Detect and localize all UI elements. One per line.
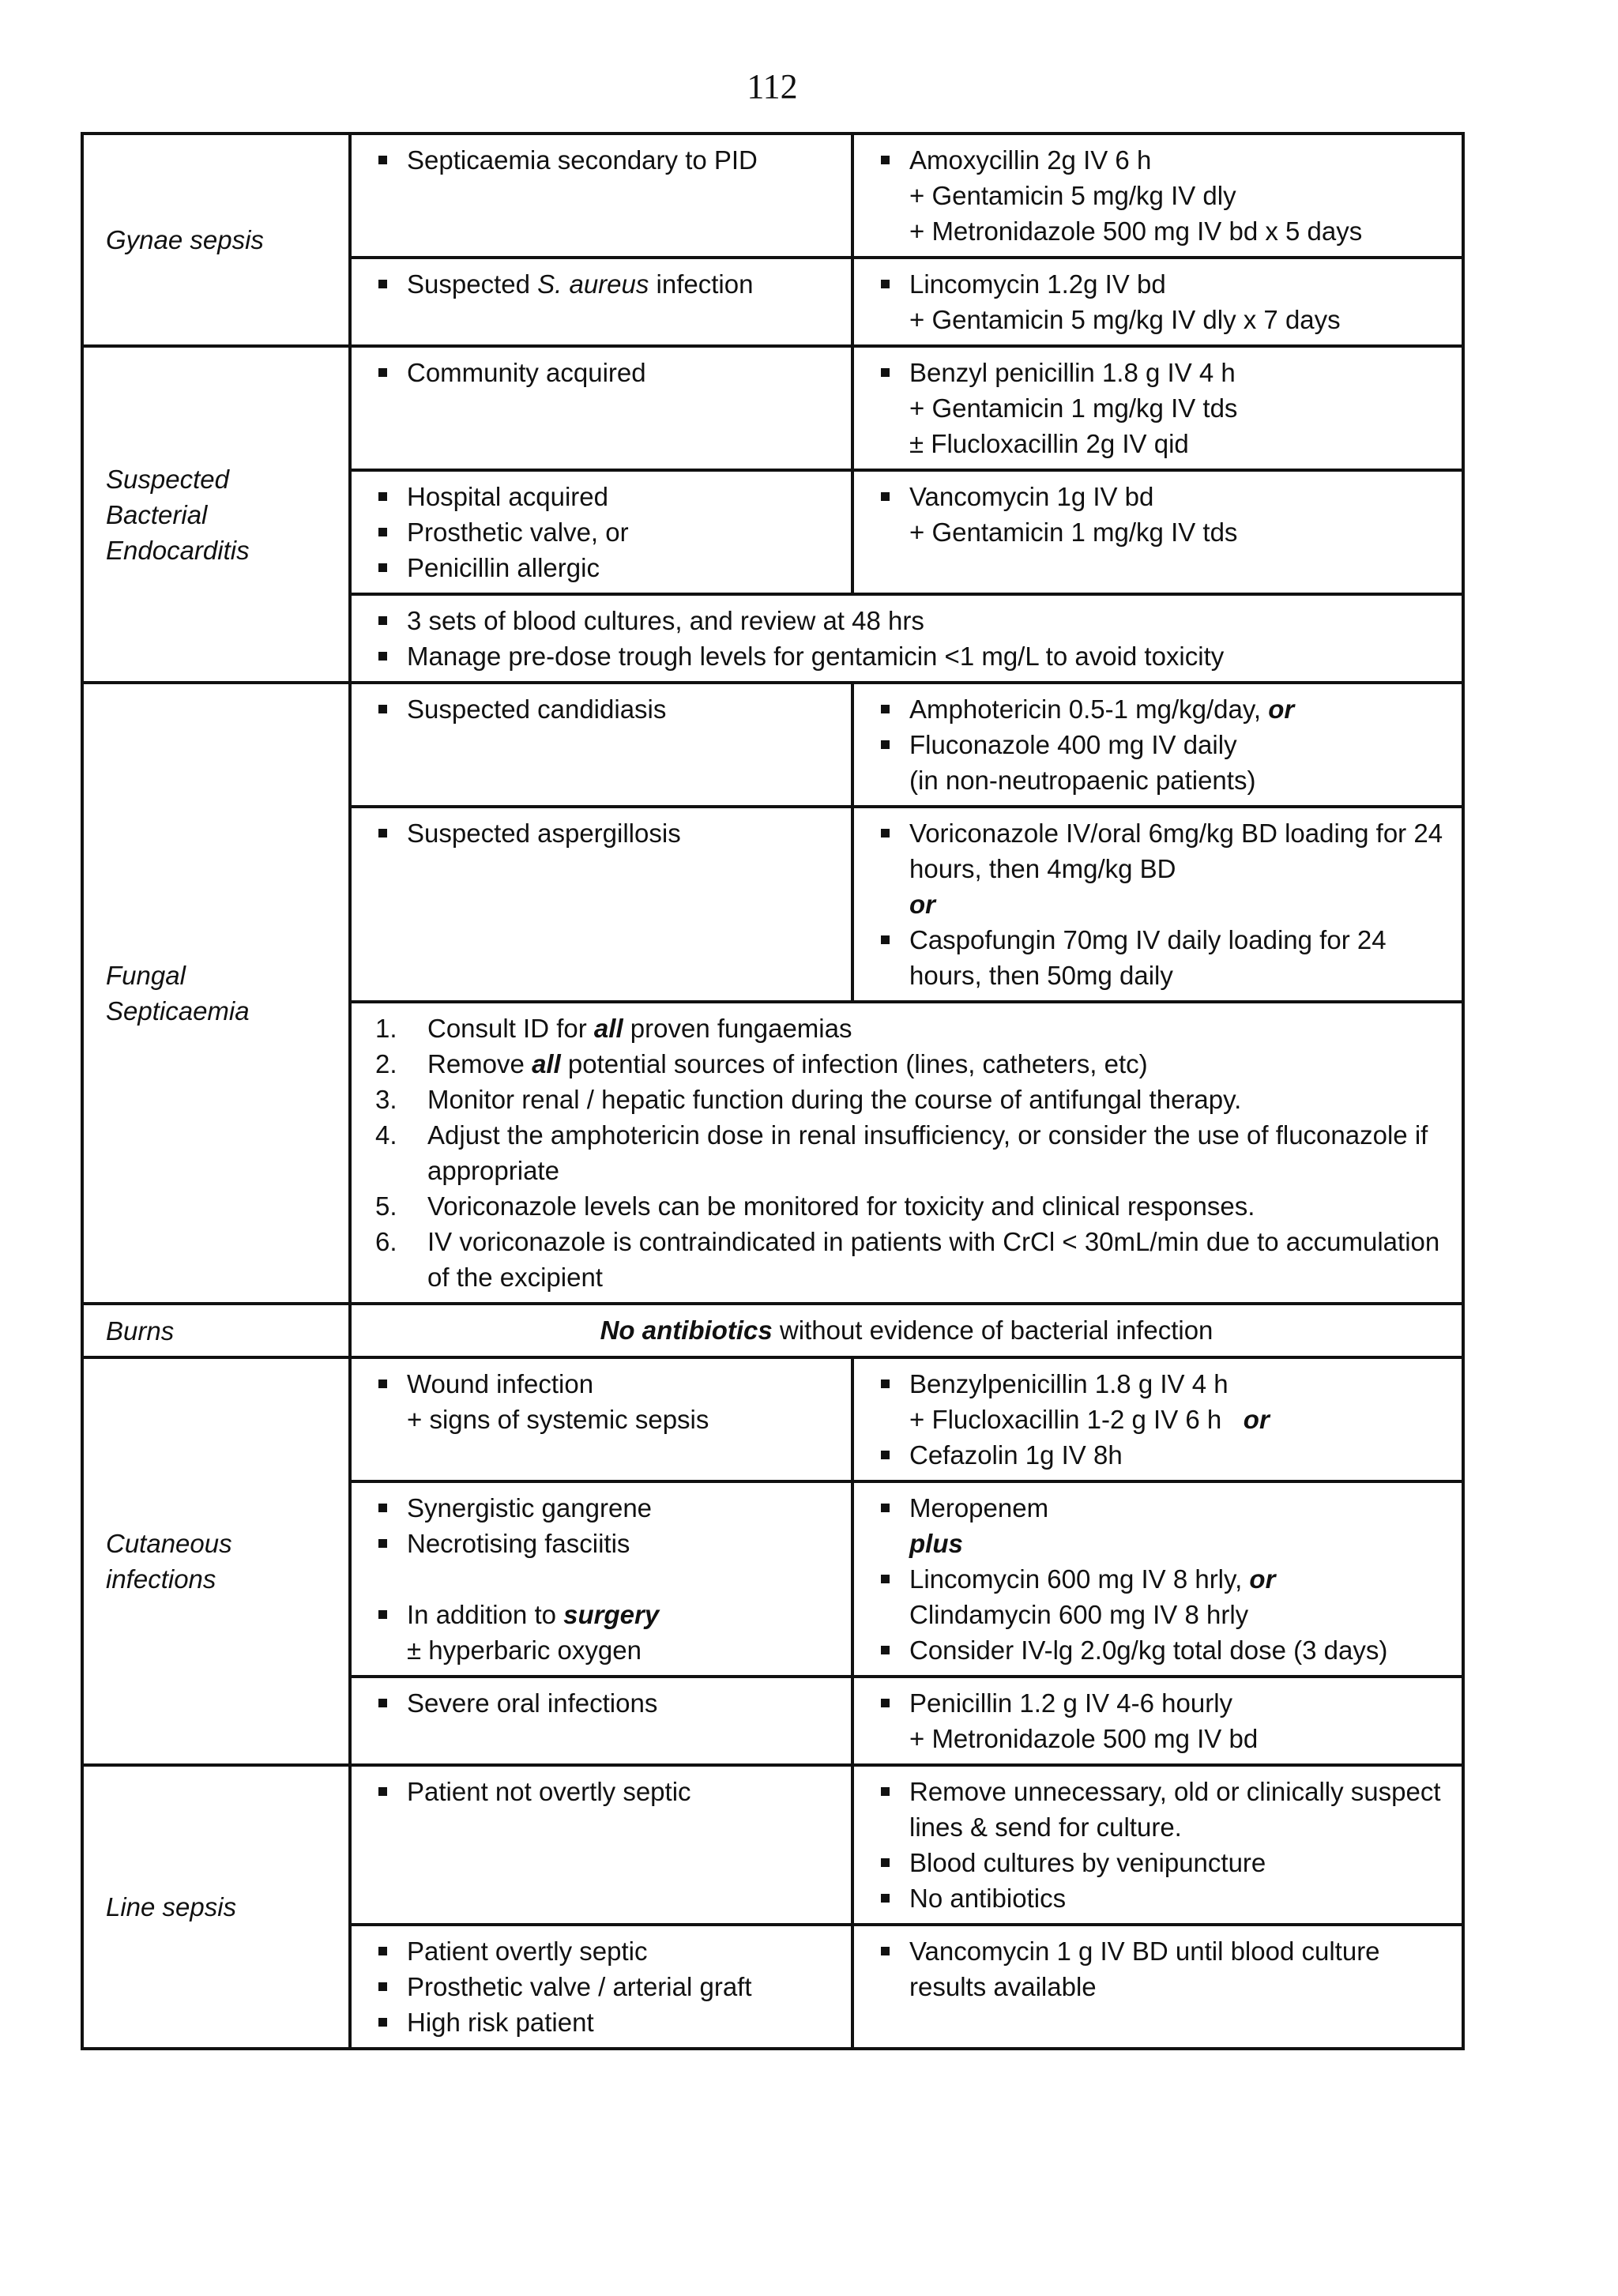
list-item: No antibiotics — [878, 1880, 1447, 1916]
burns-note-cell: No antibiotics without evidence of bacterial infection — [350, 1304, 1463, 1357]
list-item: Lincomycin 600 mg IV 8 hrly, or Clindamycin 600 mg IV 8 hrly — [878, 1561, 1447, 1632]
category-line-sepsis: Line sepsis — [82, 1765, 350, 2049]
list-item: Patient overtly septic — [375, 1933, 837, 1969]
treatment-cell — [852, 1925, 1463, 2049]
list-item: 3 sets of blood cultures, and review at 48 hrs — [375, 603, 1447, 638]
list-item: Remove unnecessary, old or clinically suspect lines & send for culture. — [878, 1774, 1447, 1845]
list-item: Benzyl penicillin 1.8 g IV 4 h + Gentamicin 1 mg/kg IV tds ± Flucloxacillin 2g IV qid — [878, 355, 1447, 461]
category-gynae-sepsis: Gynae sepsis — [82, 134, 350, 346]
list-item: Severe oral infections — [375, 1685, 837, 1721]
notes-cell — [350, 1002, 1463, 1304]
treatment-cell — [852, 1357, 1463, 1481]
condition-cell — [350, 807, 852, 1002]
antibiotic-guideline-table — [81, 132, 1465, 2050]
list-item: Prosthetic valve / arterial graft — [375, 1969, 837, 2004]
list-item: Meropenem plus — [878, 1490, 1447, 1561]
list-item: 4. Adjust the amphotericin dose in renal insufficiency, or consider the use of fluconazole if appropriate — [375, 1120, 1428, 1185]
list-item: Blood cultures by venipuncture — [878, 1845, 1447, 1880]
condition-cell — [350, 683, 852, 807]
treatment-cell — [852, 346, 1463, 470]
condition-cell — [350, 1925, 852, 2049]
list-item: Cefazolin 1g IV 8h — [878, 1437, 1447, 1473]
condition-cell — [350, 1677, 852, 1765]
table-row — [82, 134, 1463, 258]
list-item: Hospital acquired — [375, 479, 837, 514]
list-item: Caspofungin 70mg IV daily loading for 24 hours, then 50mg daily — [878, 922, 1447, 993]
treatment-cell — [852, 470, 1463, 594]
condition-cell — [350, 134, 852, 258]
table-row — [82, 1357, 1463, 1481]
list-item: High risk patient — [375, 2004, 837, 2040]
list-item: Prosthetic valve, or — [375, 514, 837, 550]
list-item: Suspected candidiasis — [375, 691, 837, 727]
table-row — [82, 683, 1463, 807]
list-item: Voriconazole IV/oral 6mg/kg BD loading for 24 hours, then 4mg/kg BD or — [878, 815, 1447, 922]
list-item: Benzylpenicillin 1.8 g IV 4 h + Flucloxacillin 1-2 g IV 6 h or — [878, 1366, 1447, 1437]
treatment-cell — [852, 683, 1463, 807]
list-item: In addition to surgery ± hyperbaric oxygen — [375, 1597, 837, 1668]
treatment-cell — [852, 258, 1463, 346]
condition-cell — [350, 346, 852, 470]
list-item: Manage pre-dose trough levels for gentamicin <1 mg/L to avoid toxicity — [375, 638, 1447, 674]
notes-cell — [350, 594, 1463, 683]
condition-cell — [350, 1357, 852, 1481]
list-item: Amphotericin 0.5-1 mg/kg/day, or — [878, 691, 1447, 727]
list-item: Vancomycin 1 g IV BD until blood culture results available — [878, 1933, 1447, 2004]
list-item: 3. Monitor renal / hepatic function during the course of antifungal therapy. — [375, 1085, 1242, 1114]
treatment-cell — [852, 1481, 1463, 1677]
list-item: Suspected S. aureus infection — [375, 266, 837, 302]
list-item: 6. IV voriconazole is contraindicated in patients with CrCl < 30mL/min due to accumulation of the excipient — [375, 1227, 1440, 1292]
condition-cell — [350, 1481, 852, 1677]
table-row — [82, 1765, 1463, 1925]
list-item: Wound infection + signs of systemic sepsis — [375, 1366, 837, 1437]
list-item: Lincomycin 1.2g IV bd + Gentamicin 5 mg/kg IV dly x 7 days — [878, 266, 1447, 337]
list-item: Consider IV-lg 2.0g/kg total dose (3 days) — [878, 1632, 1447, 1668]
list-item: Fluconazole 400 mg IV daily (in non-neutropaenic patients) — [878, 727, 1447, 798]
list-item: 1. Consult ID for all proven fungaemias — [375, 1014, 852, 1043]
list-item: Penicillin allergic — [375, 550, 837, 585]
treatment-cell — [852, 134, 1463, 258]
category-fungal-septicaemia: Fungal Septicaemia — [82, 683, 350, 1304]
list-item: Amoxycillin 2g IV 6 h + Gentamicin 5 mg/kg IV dly + Metronidazole 500 mg IV bd x 5 days — [878, 142, 1447, 249]
condition-cell — [350, 470, 852, 594]
list-item: Necrotising fasciitis — [375, 1526, 837, 1561]
page-number: 112 — [747, 67, 798, 106]
category-cutaneous-infections: Cutaneous infections — [82, 1357, 350, 1765]
list-item: Septicaemia secondary to PID — [375, 142, 837, 178]
treatment-cell — [852, 1765, 1463, 1925]
list-item: Suspected aspergillosis — [375, 815, 837, 851]
list-item: 5. Voriconazole levels can be monitored for toxicity and clinical responses. — [375, 1191, 1255, 1221]
list-item: Penicillin 1.2 g IV 4-6 hourly + Metronidazole 500 mg IV bd — [878, 1685, 1447, 1756]
treatment-cell — [852, 807, 1463, 1002]
treatment-cell — [852, 1677, 1463, 1765]
list-item: Synergistic gangrene — [375, 1490, 837, 1526]
table-row — [82, 346, 1463, 470]
list-item: Vancomycin 1g IV bd + Gentamicin 1 mg/kg IV tds — [878, 479, 1447, 550]
category-burns: Burns — [82, 1304, 350, 1357]
condition-cell — [350, 1765, 852, 1925]
list-item: 2. Remove all potential sources of infection (lines, catheters, etc) — [375, 1049, 1148, 1078]
list-item: Patient not overtly septic — [375, 1774, 837, 1809]
table-row — [82, 1304, 1463, 1357]
category-endocarditis: Suspected Bacterial Endocarditis — [82, 346, 350, 683]
condition-cell — [350, 258, 852, 346]
list-item: Community acquired — [375, 355, 837, 390]
